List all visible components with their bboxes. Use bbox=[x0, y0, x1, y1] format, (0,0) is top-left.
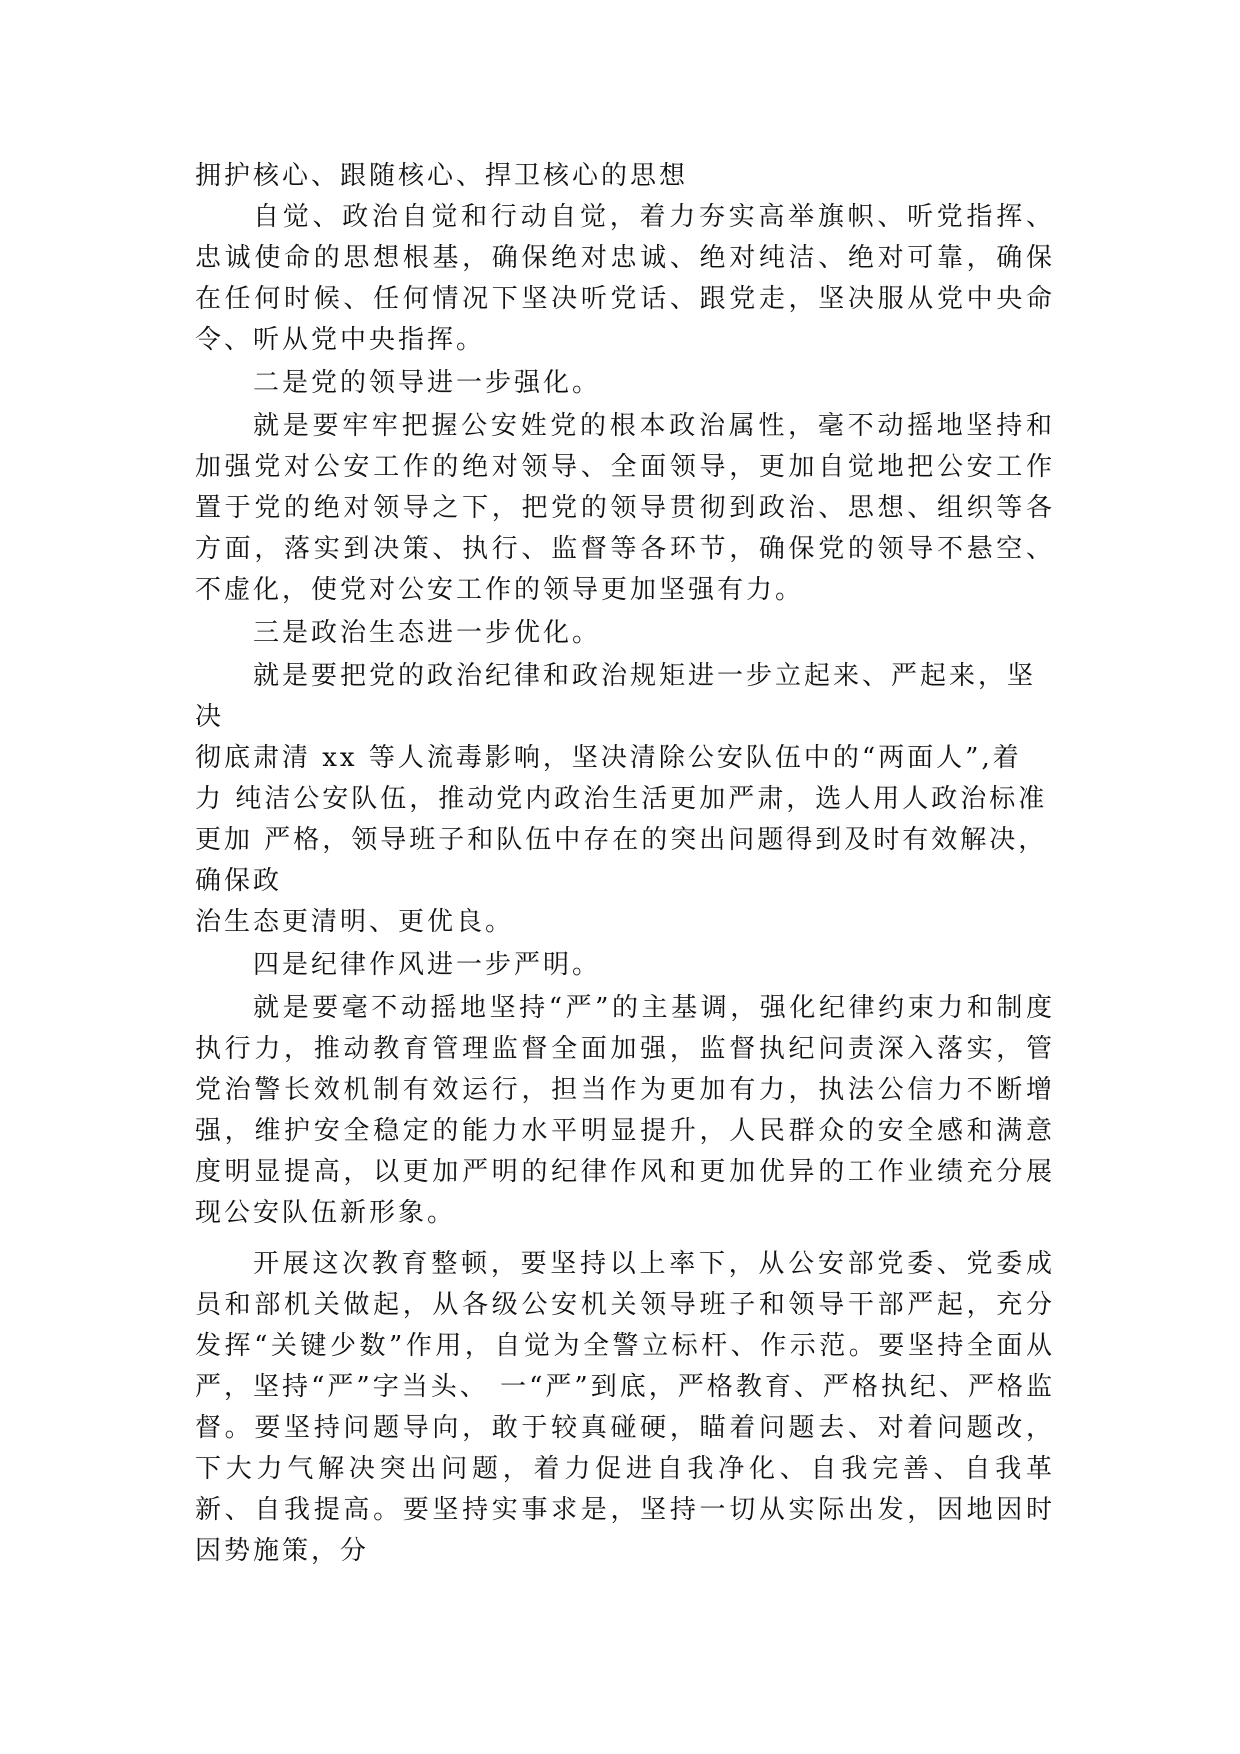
paragraph-party-leadership: 就是要牢牢把握公安姓党的根本政治属性，毫不动摇地坚持和加强党对公安工作的绝对领导、全面领导，更加自觉地把公安工作置于党的绝对领导之下，把党的领导贯彻到政治、思想、组织等各方面，落实到决策、执行、监督等各环节，确保党的领导不悬空、不虚化，使党对公安工作的领导更加坚强有力。 bbox=[195, 411, 1055, 605]
paragraph-line: 就是要把党的政治纪律和政治规矩进一步立起来、严起来，坚决 bbox=[195, 661, 1037, 732]
paragraph-education-rectification: 开展这次教育整顿，要坚持以上率下，从公安部党委、党委成员和部机关做起，从各级公安机关领导班子和领导干部严起，充分发挥“关键少数”作用，自觉为全警立标杆、作示范。要坚持全面从严，坚持“严”字当头、 一“严”到底，严格教育、严格执纪、严格监督。要坚持问题导向，敢于较真碰硬，瞄着问题去、对着问题改，下大力气解决突出问题，着力促进自我净化、自我完善、自我革新、自我提高。要坚持实事求是，坚持一切从实际出发，因地因时因势施策，分 bbox=[195, 1249, 1055, 1566]
paragraph-line: 更加 严格，领导班子和队伍中存在的突出问题得到及时有效解决， bbox=[195, 825, 1048, 855]
paragraph-line: 彻底肃清 xx 等人流毒影响，坚决清除公安队伍中的“两面人”,着 bbox=[195, 743, 1022, 773]
paragraph-line: 力 纯洁公安队伍，推动党内政治生活更加严肃，选人用人政治标准 bbox=[195, 784, 1048, 814]
paragraph-line: 确保政 bbox=[195, 866, 283, 896]
heading-discipline: 四是纪律作风进一步严明。 bbox=[253, 950, 602, 980]
paragraph-continuation: 拥护核心、跟随核心、捍卫核心的思想 bbox=[195, 161, 689, 191]
paragraph-political-ecology bbox=[195, 656, 1055, 943]
heading-political-ecology: 三是政治生态进一步优化。 bbox=[253, 618, 602, 648]
paragraph-discipline: 就是要毫不动摇地坚持“严”的主基调，强化纪律约束力和制度执行力，推动教育管理监督全面加强，监督执纪问责深入落实，管党治警长效机制有效运行，担当作为更加有力，执法公信力不断增强，维护安全稳定的能力水平明显提升，人民群众的安全感和满意度明显提高，以更加严明的纪律作风和更加优异的工作业绩充分展现公安队伍新形象。 bbox=[195, 993, 1055, 1228]
paragraph-self-awareness: 自觉、政治自觉和行动自觉，着力夯实高举旗帜、听党指挥、忠诚使命的思想根基，确保绝对忠诚、绝对纯洁、绝对可靠，确保在任何时候、任何情况下坚决听党话、跟党走，坚决服从党中央命令、听从党中央指挥。 bbox=[195, 202, 1055, 355]
paragraph-line: 治生态更清明、更优良。 bbox=[195, 907, 515, 937]
heading-party-leadership: 二是党的领导进一步强化。 bbox=[253, 368, 602, 398]
document-page bbox=[195, 156, 1055, 1572]
